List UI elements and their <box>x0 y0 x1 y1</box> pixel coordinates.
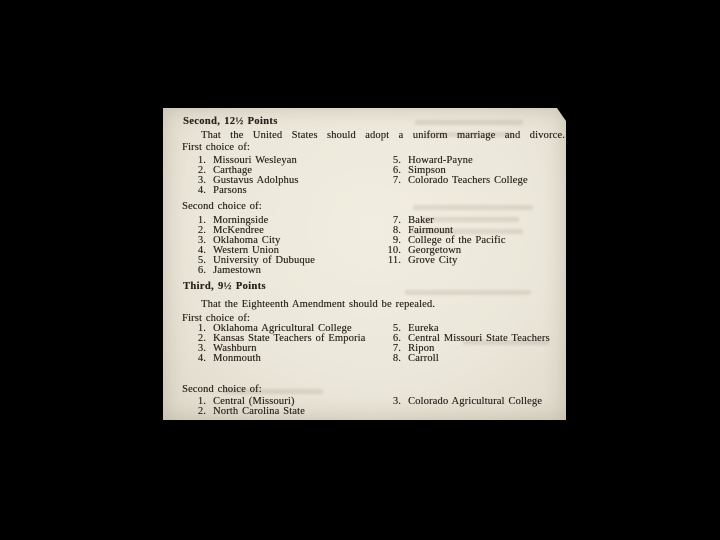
item-number: 3. <box>392 396 401 407</box>
item-number: 5. <box>197 255 206 266</box>
list-item <box>189 186 379 196</box>
item-name: Ripon <box>408 343 435 354</box>
choice-group-label: Second choice of: <box>182 201 262 212</box>
item-name: Colorado Agricultural College <box>408 396 543 407</box>
list-item <box>384 397 572 407</box>
choice-list-left <box>189 324 379 364</box>
list-item <box>189 266 379 276</box>
section-statement: That the Eighteenth Amendment should be repealed. <box>201 299 436 310</box>
item-number: 1. <box>197 323 206 334</box>
list-item <box>384 256 572 266</box>
item-number: 4. <box>197 185 206 196</box>
section-heading: Second, 12½ Points <box>183 116 278 127</box>
item-name: Morningside <box>213 215 269 226</box>
item-name: Missouri Wesleyan <box>213 155 297 166</box>
choice-group-label: First choice of: <box>182 142 250 153</box>
item-number: 9. <box>392 235 401 246</box>
item-name: Howard-Payne <box>408 155 473 166</box>
item-name: Central Missouri State Teachers <box>408 333 550 344</box>
item-number: 3. <box>197 235 206 246</box>
choice-list-right <box>384 397 572 407</box>
show-through-smudge <box>415 120 523 125</box>
item-name: College of the Pacific <box>408 235 506 246</box>
item-number: 5. <box>392 323 401 334</box>
item-name: Oklahoma City <box>213 235 281 246</box>
page-corner-cut <box>557 108 566 121</box>
item-number: 8. <box>392 353 401 364</box>
list-item <box>384 176 572 186</box>
item-number: 1. <box>197 396 206 407</box>
item-number: 3. <box>197 343 206 354</box>
item-number: 1. <box>197 215 206 226</box>
scanned-book-page <box>163 108 566 420</box>
choice-list-left <box>189 156 379 196</box>
show-through-smudge <box>413 205 533 210</box>
item-number: 4. <box>197 353 206 364</box>
item-number: 2. <box>197 225 206 236</box>
item-name: Georgetown <box>408 245 462 256</box>
choice-list-right <box>384 156 572 186</box>
item-number: 10. <box>387 245 401 256</box>
item-number: 6. <box>392 165 401 176</box>
item-name: Central (Missouri) <box>213 396 295 407</box>
item-name: North Carolina State <box>213 406 305 417</box>
section-heading: Third, 9½ Points <box>183 281 266 292</box>
choice-list-right <box>384 324 572 364</box>
choice-list-right <box>384 216 572 266</box>
item-number: 1. <box>197 155 206 166</box>
choice-list-left <box>189 397 379 417</box>
item-name: McKendree <box>213 225 264 236</box>
choice-group-label: First choice of: <box>182 313 250 324</box>
item-number: 7. <box>392 343 401 354</box>
item-number: 2. <box>197 406 206 417</box>
item-name: Colorado Teachers College <box>408 175 528 186</box>
item-number: 4. <box>197 245 206 256</box>
item-number: 11. <box>387 255 401 266</box>
item-number: 2. <box>197 165 206 176</box>
item-name: University of Dubuque <box>213 255 315 266</box>
item-name: Kansas State Teachers of Emporia <box>213 333 366 344</box>
item-name: Parsons <box>213 185 247 196</box>
item-number: 3. <box>197 175 206 186</box>
item-number: 5. <box>392 155 401 166</box>
choice-list-left <box>189 216 379 276</box>
list-item <box>189 407 379 417</box>
item-name: Carthage <box>213 165 253 176</box>
item-name: Monmouth <box>213 353 261 364</box>
section-statement: That the United States should adopt a uniform marriage and divorce. <box>201 130 565 141</box>
item-name: Fairmount <box>408 225 454 236</box>
item-name: Oklahoma Agricultural College <box>213 323 352 334</box>
list-item <box>384 354 572 364</box>
item-name: Baker <box>408 215 434 226</box>
item-name: Western Union <box>213 245 279 256</box>
item-number: 2. <box>197 333 206 344</box>
item-number: 6. <box>197 265 206 276</box>
item-name: Grove City <box>408 255 458 266</box>
item-number: 7. <box>392 175 401 186</box>
choice-group-label: Second choice of: <box>182 384 262 395</box>
item-name: Gustavus Adolphus <box>213 175 299 186</box>
list-item <box>189 354 379 364</box>
item-number: 8. <box>392 225 401 236</box>
item-name: Washburn <box>213 343 257 354</box>
item-name: Carroll <box>408 353 439 364</box>
item-name: Jamestown <box>213 265 262 276</box>
show-through-smudge <box>405 290 531 295</box>
item-name: Eureka <box>408 323 439 334</box>
item-number: 6. <box>392 333 401 344</box>
item-name: Simpson <box>408 165 446 176</box>
item-number: 7. <box>392 215 401 226</box>
